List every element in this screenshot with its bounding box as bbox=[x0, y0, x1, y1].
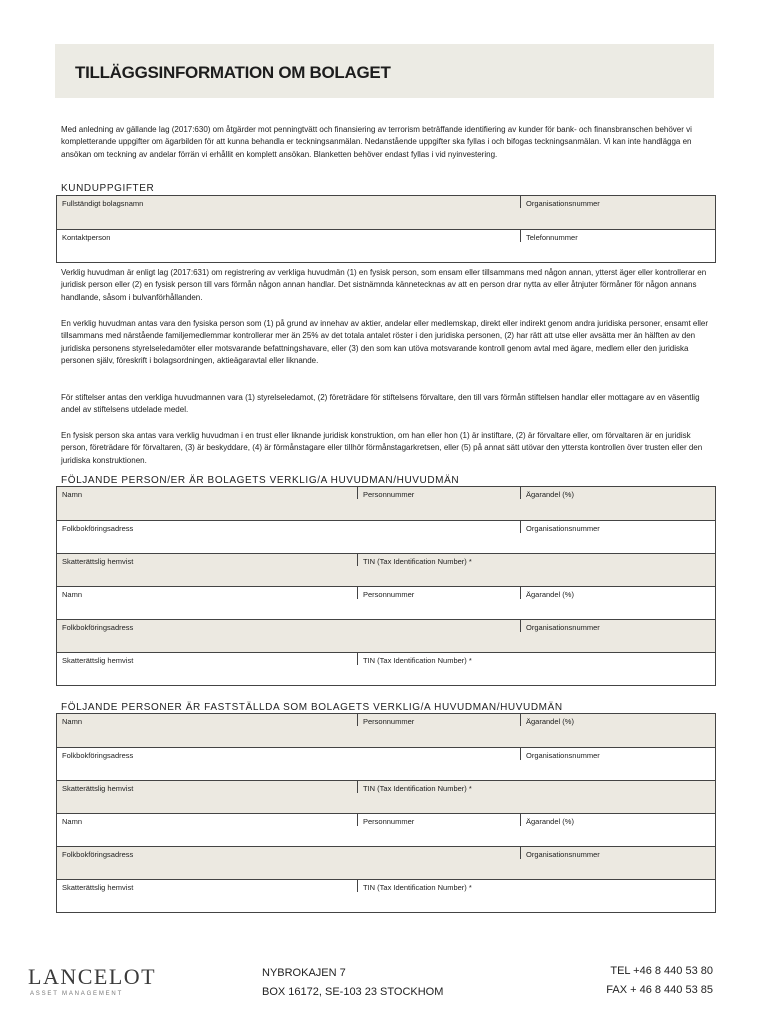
pnr-field[interactable] bbox=[357, 714, 414, 726]
kund-table bbox=[56, 195, 716, 263]
tax-home-label: Skatterättslig hemvist bbox=[62, 557, 134, 566]
company-logo bbox=[28, 964, 156, 997]
fixed-1-row-tax bbox=[57, 780, 715, 813]
share-field[interactable] bbox=[520, 587, 574, 599]
owner-1-row-name bbox=[57, 487, 715, 520]
org-nr-field[interactable] bbox=[520, 521, 600, 533]
kund-row-2 bbox=[57, 229, 715, 262]
name-label: Namn bbox=[62, 490, 83, 499]
pnr-field[interactable] bbox=[357, 587, 414, 599]
tin-field[interactable] bbox=[357, 554, 472, 566]
owner-2-row-name bbox=[57, 586, 715, 619]
tax-home-field[interactable] bbox=[57, 653, 133, 685]
owners-table bbox=[56, 486, 716, 686]
fax: FAX + 46 8 440 53 85 bbox=[606, 984, 713, 996]
address-field[interactable] bbox=[57, 521, 133, 553]
owner-2-row-tax bbox=[57, 652, 715, 685]
owner-2-row-address bbox=[57, 619, 715, 652]
section-heading-kund: KUNDUPPGIFTER bbox=[61, 183, 155, 194]
share-field[interactable] bbox=[520, 714, 574, 726]
address-label: Folkbokföringsadress bbox=[62, 751, 134, 760]
tin-label: TIN (Tax Identification Number) * bbox=[363, 656, 472, 665]
name-field[interactable] bbox=[57, 714, 82, 747]
tin-label: TIN (Tax Identification Number) * bbox=[363, 557, 472, 566]
address-label: Folkbokföringsadress bbox=[62, 623, 134, 632]
tax-home-field[interactable] bbox=[57, 781, 133, 813]
address-field[interactable] bbox=[57, 748, 133, 780]
name-label: Namn bbox=[62, 817, 83, 826]
tax-home-label: Skatterättslig hemvist bbox=[62, 656, 134, 665]
org-nr-field[interactable] bbox=[520, 748, 600, 760]
page-title: TILLÄGGSINFORMATION OM BOLAGET bbox=[75, 63, 391, 82]
org-nr-label: Organisationsnummer bbox=[526, 199, 600, 208]
tin-label: TIN (Tax Identification Number) * bbox=[363, 883, 472, 892]
pnr-label: Personnummer bbox=[363, 717, 415, 726]
tin-label: TIN (Tax Identification Number) * bbox=[363, 784, 472, 793]
phone-field[interactable] bbox=[520, 230, 578, 242]
street-address: NYBROKAJEN 7 bbox=[262, 967, 346, 979]
pnr-label: Personnummer bbox=[363, 590, 415, 599]
org-nr-label: Organisationsnummer bbox=[526, 751, 600, 760]
name-field[interactable] bbox=[57, 814, 82, 846]
pnr-field[interactable] bbox=[357, 487, 414, 499]
name-field[interactable] bbox=[57, 587, 82, 619]
presumption-text: En verklig huvudman antas vara den fysiska person som (1) på grund av innehav av aktier, andelar eller medlemskap, direkt eller indirekt genom andra juridiska personer, ensamt eller tillsammans med närstående familjemedlemmar kontrollerar mer än 25% av det totala antalet röster i den juridiska personen, (2) har rätt att utse eller avsätta mer än hälften av den juridiska personens styrelseledamöter eller motsvarande befattningshavare, eller (3) den som kan utöva motsvarande kontroll genom avtal med ägare, medlem eller den juridiska personen själv, föreskrift i bolagsordningen, aktieägaravtal eller liknande. bbox=[61, 319, 708, 366]
name-field[interactable] bbox=[57, 487, 82, 520]
pnr-field[interactable] bbox=[357, 814, 414, 826]
postal-address: BOX 16172, SE-103 23 STOCKHOM bbox=[262, 986, 444, 998]
share-label: Ägarandel (%) bbox=[526, 490, 574, 499]
org-nr-field[interactable] bbox=[520, 847, 600, 859]
foundation-text: För stiftelser antas den verkliga huvudmannen vara (1) styrelseledamot, (2) företrädare för stiftelsens förvaltare, den till vars förmån stiftelsen handlar eller mottagare av en väsentlig andel av stiftelsens utdelade medel. bbox=[61, 393, 700, 415]
tax-home-label: Skatterättslig hemvist bbox=[62, 784, 134, 793]
share-label: Ägarandel (%) bbox=[526, 590, 574, 599]
org-nr-label: Organisationsnummer bbox=[526, 524, 600, 533]
owner-1-row-address bbox=[57, 520, 715, 553]
pnr-label: Personnummer bbox=[363, 490, 415, 499]
address-label: Folkbokföringsadress bbox=[62, 850, 134, 859]
title-banner bbox=[55, 44, 714, 98]
telephone: TEL +46 8 440 53 80 bbox=[610, 965, 713, 977]
name-label: Namn bbox=[62, 590, 83, 599]
phone-label: Telefonnummer bbox=[526, 233, 578, 242]
section-heading-owners: FÖLJANDE PERSON/ER ÄR BOLAGETS VERKLIG/A HUVUDMAN/HUVUDMÄN bbox=[61, 475, 460, 486]
owner-1-row-tax bbox=[57, 553, 715, 586]
share-label: Ägarandel (%) bbox=[526, 717, 574, 726]
tax-home-label: Skatterättslig hemvist bbox=[62, 883, 134, 892]
tax-home-field[interactable] bbox=[57, 554, 133, 586]
fixed-1-row-address bbox=[57, 747, 715, 780]
name-label: Namn bbox=[62, 717, 83, 726]
tax-home-field[interactable] bbox=[57, 880, 133, 912]
contact-field[interactable] bbox=[57, 230, 520, 262]
logo-wordmark: LANCELOT bbox=[28, 964, 157, 989]
full-name-label: Fullständigt bolagsnamn bbox=[62, 199, 144, 208]
tin-field[interactable] bbox=[357, 653, 472, 665]
address-label: Folkbokföringsadress bbox=[62, 524, 134, 533]
fixed-2-row-name bbox=[57, 813, 715, 846]
share-field[interactable] bbox=[520, 814, 574, 826]
org-nr-field[interactable] bbox=[520, 196, 600, 208]
org-nr-label: Organisationsnummer bbox=[526, 850, 600, 859]
logo-subtitle: ASSET MANAGEMENT bbox=[30, 991, 124, 997]
footer-contact bbox=[606, 962, 713, 1000]
fixed-table bbox=[56, 713, 716, 913]
address-field[interactable] bbox=[57, 847, 133, 879]
trust-text: En fysisk person ska antas vara verklig huvudman i en trust eller liknande juridisk konstruktion, om han eller hon (1) är instiftare, (2) är förvaltare eller, om förvaltaren är en juridisk person, företrädare för förvaltaren, (3) är beskyddare, (4) är förmånstagare eller tillhör förmånstagarkretsen, eller (5) på annat sätt utövar den yttersta kontrollen över trusten eller den juridiska konstruktionen. bbox=[61, 431, 703, 465]
kund-row-1 bbox=[57, 196, 715, 229]
tin-field[interactable] bbox=[357, 880, 472, 892]
tin-field[interactable] bbox=[357, 781, 472, 793]
definition-text: Verklig huvudman är enligt lag (2017:631) om registrering av verkliga huvudmän (1) en fysisk person, som ensam eller tillsammans med någon annan, ytterst äger eller kontrollerar en juridisk person eller (2) en fysisk person till vars förmån någon annan handlar. Det sistnämnda kännetecknas av att en person drar nytta av eller åtnjuter förmåner för någon annans handlande, såsom i bulvanförhållanden. bbox=[61, 268, 707, 302]
section-heading-fixed: FÖLJANDE PERSONER ÄR FASTSTÄLLDA SOM BOLAGETS VERKLIG/A HUVUDMAN/HUVUDMÄN bbox=[61, 702, 563, 713]
fixed-2-row-address bbox=[57, 846, 715, 879]
pnr-label: Personnummer bbox=[363, 817, 415, 826]
address-field[interactable] bbox=[57, 620, 133, 652]
fixed-2-row-tax bbox=[57, 879, 715, 912]
contact-label: Kontaktperson bbox=[62, 233, 111, 242]
share-field[interactable] bbox=[520, 487, 574, 499]
intro-text: Med anledning av gällande lag (2017:630) om åtgärder mot penningtvätt och finansiering av terrorism beträffande identifiering av kunder för bank- och finansbranschen behöver vi kompletterande uppgifter om ägarbilden för att kunna behandla er teckningsanmälan. Nedanstående uppgifter ska fyllas i och bifogas teckningsanmälan. Vi kan inte handlägga en ansökan om teckning av andelar förrän vi erhållit en komplett ansökan. Blanketten behöver endast fyllas i vid nyinvestering. bbox=[61, 125, 692, 159]
org-nr-field[interactable] bbox=[520, 620, 600, 632]
share-label: Ägarandel (%) bbox=[526, 817, 574, 826]
full-name-field[interactable] bbox=[57, 196, 520, 229]
fixed-1-row-name bbox=[57, 714, 715, 747]
org-nr-label: Organisationsnummer bbox=[526, 623, 600, 632]
footer-address bbox=[262, 964, 443, 1002]
